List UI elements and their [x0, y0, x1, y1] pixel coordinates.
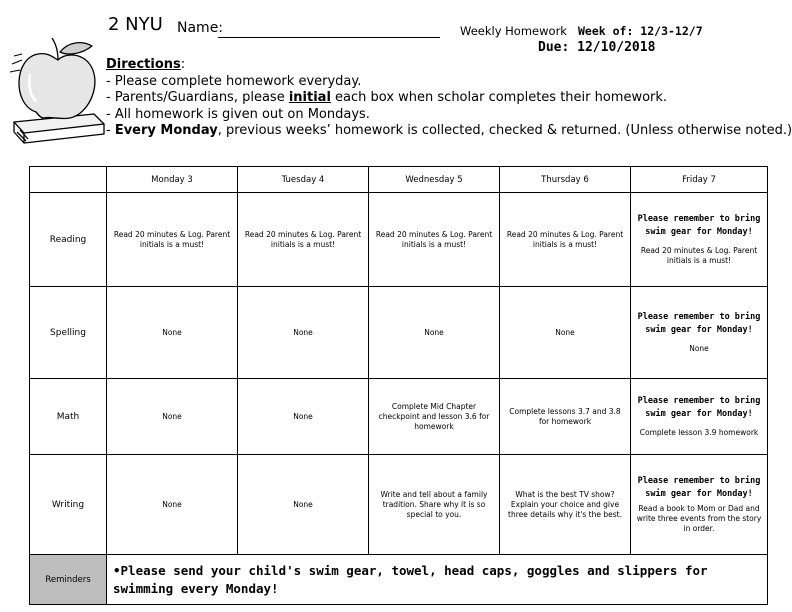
- homework-cell: None: [107, 287, 238, 379]
- friday-cell: [631, 193, 768, 287]
- direction-line: - Every Monday, previous weeks’ homework is collected, checked & returned. (Unless otherwise noted.): [106, 123, 792, 138]
- friday-cell: [631, 379, 768, 455]
- friday-cell: [631, 287, 768, 379]
- homework-cell: Read 20 minutes & Log. Parent initials is a must!: [238, 193, 369, 287]
- homework-cell: None: [238, 379, 369, 455]
- day-header-thursday: Thursday 6: [500, 167, 631, 193]
- friday-cell: [631, 455, 768, 555]
- day-header-tuesday: Tuesday 4: [238, 167, 369, 193]
- day-header-monday: Monday 3: [107, 167, 238, 193]
- apple-books-icon: [8, 34, 108, 149]
- homework-cell: Write and tell about a family tradition. Share why it is so special to you.: [369, 455, 500, 555]
- swim-gear-reminder: Please remember to bring swim gear for Monday!: [637, 312, 761, 335]
- due-date-label: Due: 12/10/2018: [538, 40, 656, 55]
- swim-gear-reminder: Please remember to bring swim gear for Monday!: [637, 476, 761, 499]
- homework-cell: None: [238, 455, 369, 555]
- subject-math: Math: [30, 379, 107, 455]
- swim-gear-reminder: Please remember to bring swim gear for Monday!: [637, 214, 761, 237]
- friday-homework: Read 20 minutes & Log. Parent initials is a must!: [640, 246, 758, 265]
- direction-line: - Please complete homework everyday.: [106, 73, 362, 89]
- friday-homework: None: [689, 344, 709, 353]
- homework-cell: Read 20 minutes & Log. Parent initials is a must!: [369, 193, 500, 287]
- homework-cell: Complete lessons 3.7 and 3.8 for homework: [500, 379, 631, 455]
- directions-heading: Directions:: [106, 57, 186, 72]
- reminders-row: [30, 555, 768, 605]
- reminders-label: Reminders: [30, 555, 107, 605]
- table-row: [30, 379, 768, 455]
- subject-spelling: Spelling: [30, 287, 107, 379]
- homework-cell: What is the best TV show? Explain your choice and give three details why it's the best.: [500, 455, 631, 555]
- friday-homework: Read a book to Mom or Dad and write three events from the story in order.: [636, 504, 762, 533]
- table-row: [30, 287, 768, 379]
- corner-cell: [30, 167, 107, 193]
- table-row: [30, 455, 768, 555]
- friday-homework: Complete lesson 3.9 homework: [639, 428, 759, 437]
- homework-cell: None: [238, 287, 369, 379]
- day-header-friday: Friday 7: [631, 167, 768, 193]
- table-row: [30, 193, 768, 287]
- direction-line: - All homework is given out on Mondays.: [106, 106, 370, 122]
- reminders-text: •Please send your child's swim gear, towel, head caps, goggles and slippers for swimming every Monday!: [107, 555, 768, 605]
- day-header-wednesday: Wednesday 5: [369, 167, 500, 193]
- homework-cell: Read 20 minutes & Log. Parent initials is a must!: [107, 193, 238, 287]
- name-label: Name:: [177, 20, 224, 36]
- swim-gear-reminder: Please remember to bring swim gear for Monday!: [637, 396, 761, 419]
- homework-cell: Complete Mid Chapter checkpoint and lesson 3.6 for homework: [369, 379, 500, 455]
- subject-writing: Writing: [30, 455, 107, 555]
- homework-cell: None: [369, 287, 500, 379]
- homework-cell: None: [107, 379, 238, 455]
- homework-cell: None: [107, 455, 238, 555]
- week-of-label: Week of: 12/3-12/7: [578, 24, 703, 38]
- name-line: [218, 37, 440, 38]
- homework-cell: Read 20 minutes & Log. Parent initials is a must!: [500, 193, 631, 287]
- homework-cell: None: [500, 287, 631, 379]
- weekly-homework-label: Weekly Homework: [460, 24, 567, 38]
- subject-reading: Reading: [30, 193, 107, 287]
- header-row: [30, 167, 768, 193]
- class-title: 2 NYU: [108, 14, 163, 35]
- direction-line: - Parents/Guardians, please initial each box when scholar completes their homework.: [106, 90, 668, 105]
- directions-block: [106, 57, 792, 140]
- homework-table: [29, 166, 768, 605]
